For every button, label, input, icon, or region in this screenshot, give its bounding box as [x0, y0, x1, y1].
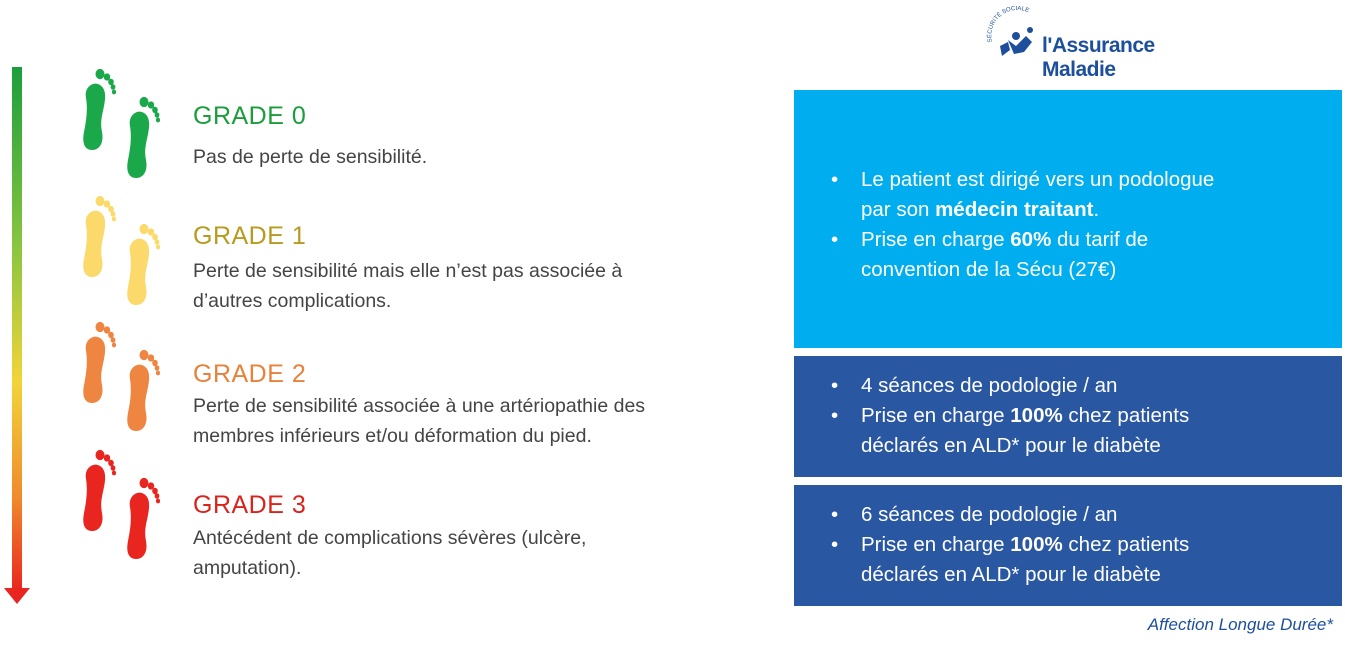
box-2-bullet-0: • 6 séances de podologie / an: [794, 500, 1342, 530]
svg-text:SÉCURITÉ SOCIALE: SÉCURITÉ SOCIALE: [987, 6, 1030, 43]
grade-1-description: Perte de sensibilité mais elle n’est pas associée à d’autres complications.: [193, 260, 623, 312]
grade-3-description: Antécédent de complications sévères (ulcère, amputation).: [193, 527, 587, 579]
info-box-grade-0-1: [794, 90, 1342, 348]
info-box-grade-3: [794, 485, 1342, 606]
logo-line-2: Maladie: [1042, 58, 1116, 81]
grade-1-title: GRADE 1: [193, 222, 307, 250]
info-box-grade-2: [794, 356, 1342, 477]
grade-3-title: GRADE 3: [193, 491, 307, 519]
footprints-icon-grade-1: [76, 195, 160, 309]
footprints-icon-grade-2: [76, 321, 160, 435]
footprints-icon-grade-3: [76, 449, 160, 563]
box-1-bullet-0: • 4 séances de podologie / an: [794, 371, 1342, 401]
box-0-bullet-1: • Prise en charge 60% du tarif de convention de la Sécu (27€): [794, 225, 1342, 285]
severity-arrow-icon: [4, 588, 30, 604]
footnote-ald: Affection Longue Durée*: [1147, 615, 1333, 634]
box-0-bullet-0: • Le patient est dirigé vers un podologue par son médecin traitant.: [794, 165, 1342, 225]
severity-gradient-bar: [12, 67, 22, 592]
box-2-bullet-1: • Prise en charge 100% chez patients déclarés en ALD* pour le diabète: [794, 530, 1342, 590]
assurance-maladie-logo: [986, 6, 1156, 82]
grade-2-description: Perte de sensibilité associée à une artériopathie des membres inférieurs et/ou déformation du pied.: [193, 395, 646, 447]
grade-0-title: GRADE 0: [193, 102, 307, 130]
grade-2-title: GRADE 2: [193, 360, 307, 388]
box-1-bullet-1: • Prise en charge 100% chez patients déclarés en ALD* pour le diabète: [794, 401, 1342, 461]
grade-0-description: Pas de perte de sensibilité.: [193, 146, 428, 168]
logo-line-1: l'Assurance: [1042, 34, 1155, 57]
footprints-icon-grade-0: [76, 68, 160, 182]
